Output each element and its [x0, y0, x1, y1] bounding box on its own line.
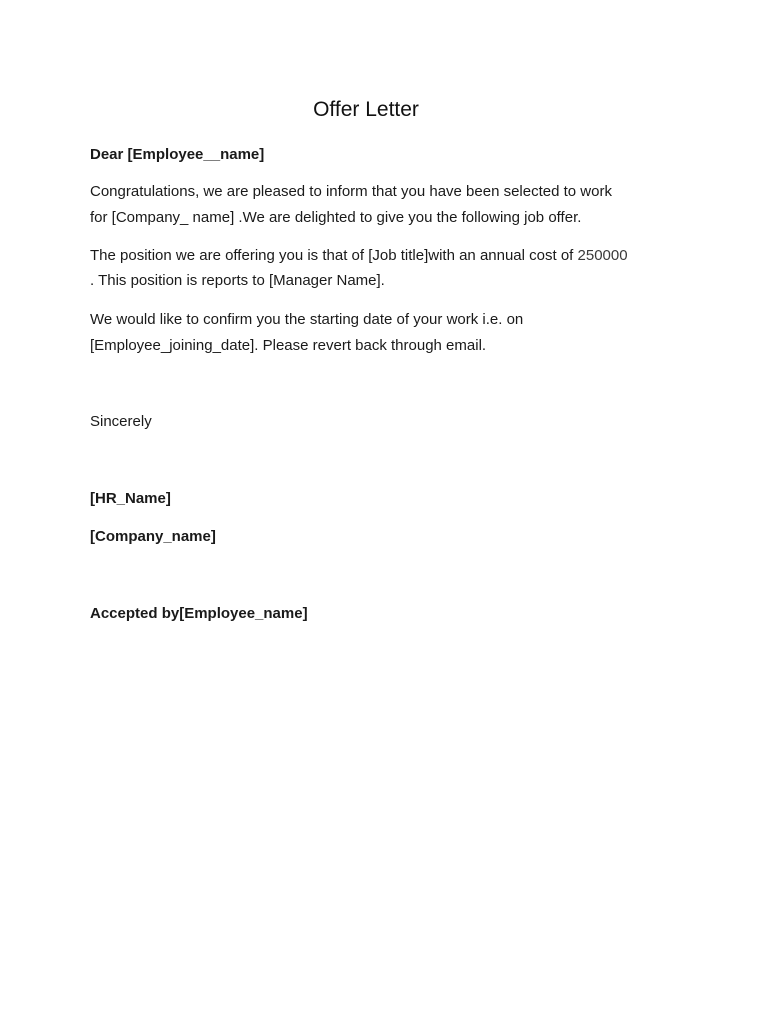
- hr-name-line: [HR_Name]: [90, 490, 171, 507]
- paragraph1-line2: for [Company_ name] .We are delighted to give you the following job offer.: [90, 209, 582, 226]
- greeting-line: Dear [Employee__name]: [90, 146, 265, 163]
- company-name-line: [Company_name]: [90, 528, 216, 545]
- paragraph3-line1: We would like to confirm you the starting date of your work i.e. on: [90, 311, 524, 328]
- paragraph1-line1: Congratulations, we are pleased to inform that you have been selected to work: [90, 183, 612, 200]
- annual-cost-value: 250000: [577, 247, 628, 264]
- paragraph2-line2: . This position is reports to [Manager Name].: [90, 272, 385, 289]
- accepted-by-line: Accepted by[Employee_name]: [90, 605, 308, 622]
- paragraph2-line1-text: The position we are offering you is that of [Job title]with an annual cost of: [90, 247, 578, 264]
- closing-line: Sincerely: [90, 413, 152, 430]
- paragraph3-line2: [Employee_joining_date]. Please revert back through email.: [90, 337, 487, 354]
- document-title: Offer Letter: [313, 98, 419, 121]
- paragraph2-line1: [90, 243, 690, 269]
